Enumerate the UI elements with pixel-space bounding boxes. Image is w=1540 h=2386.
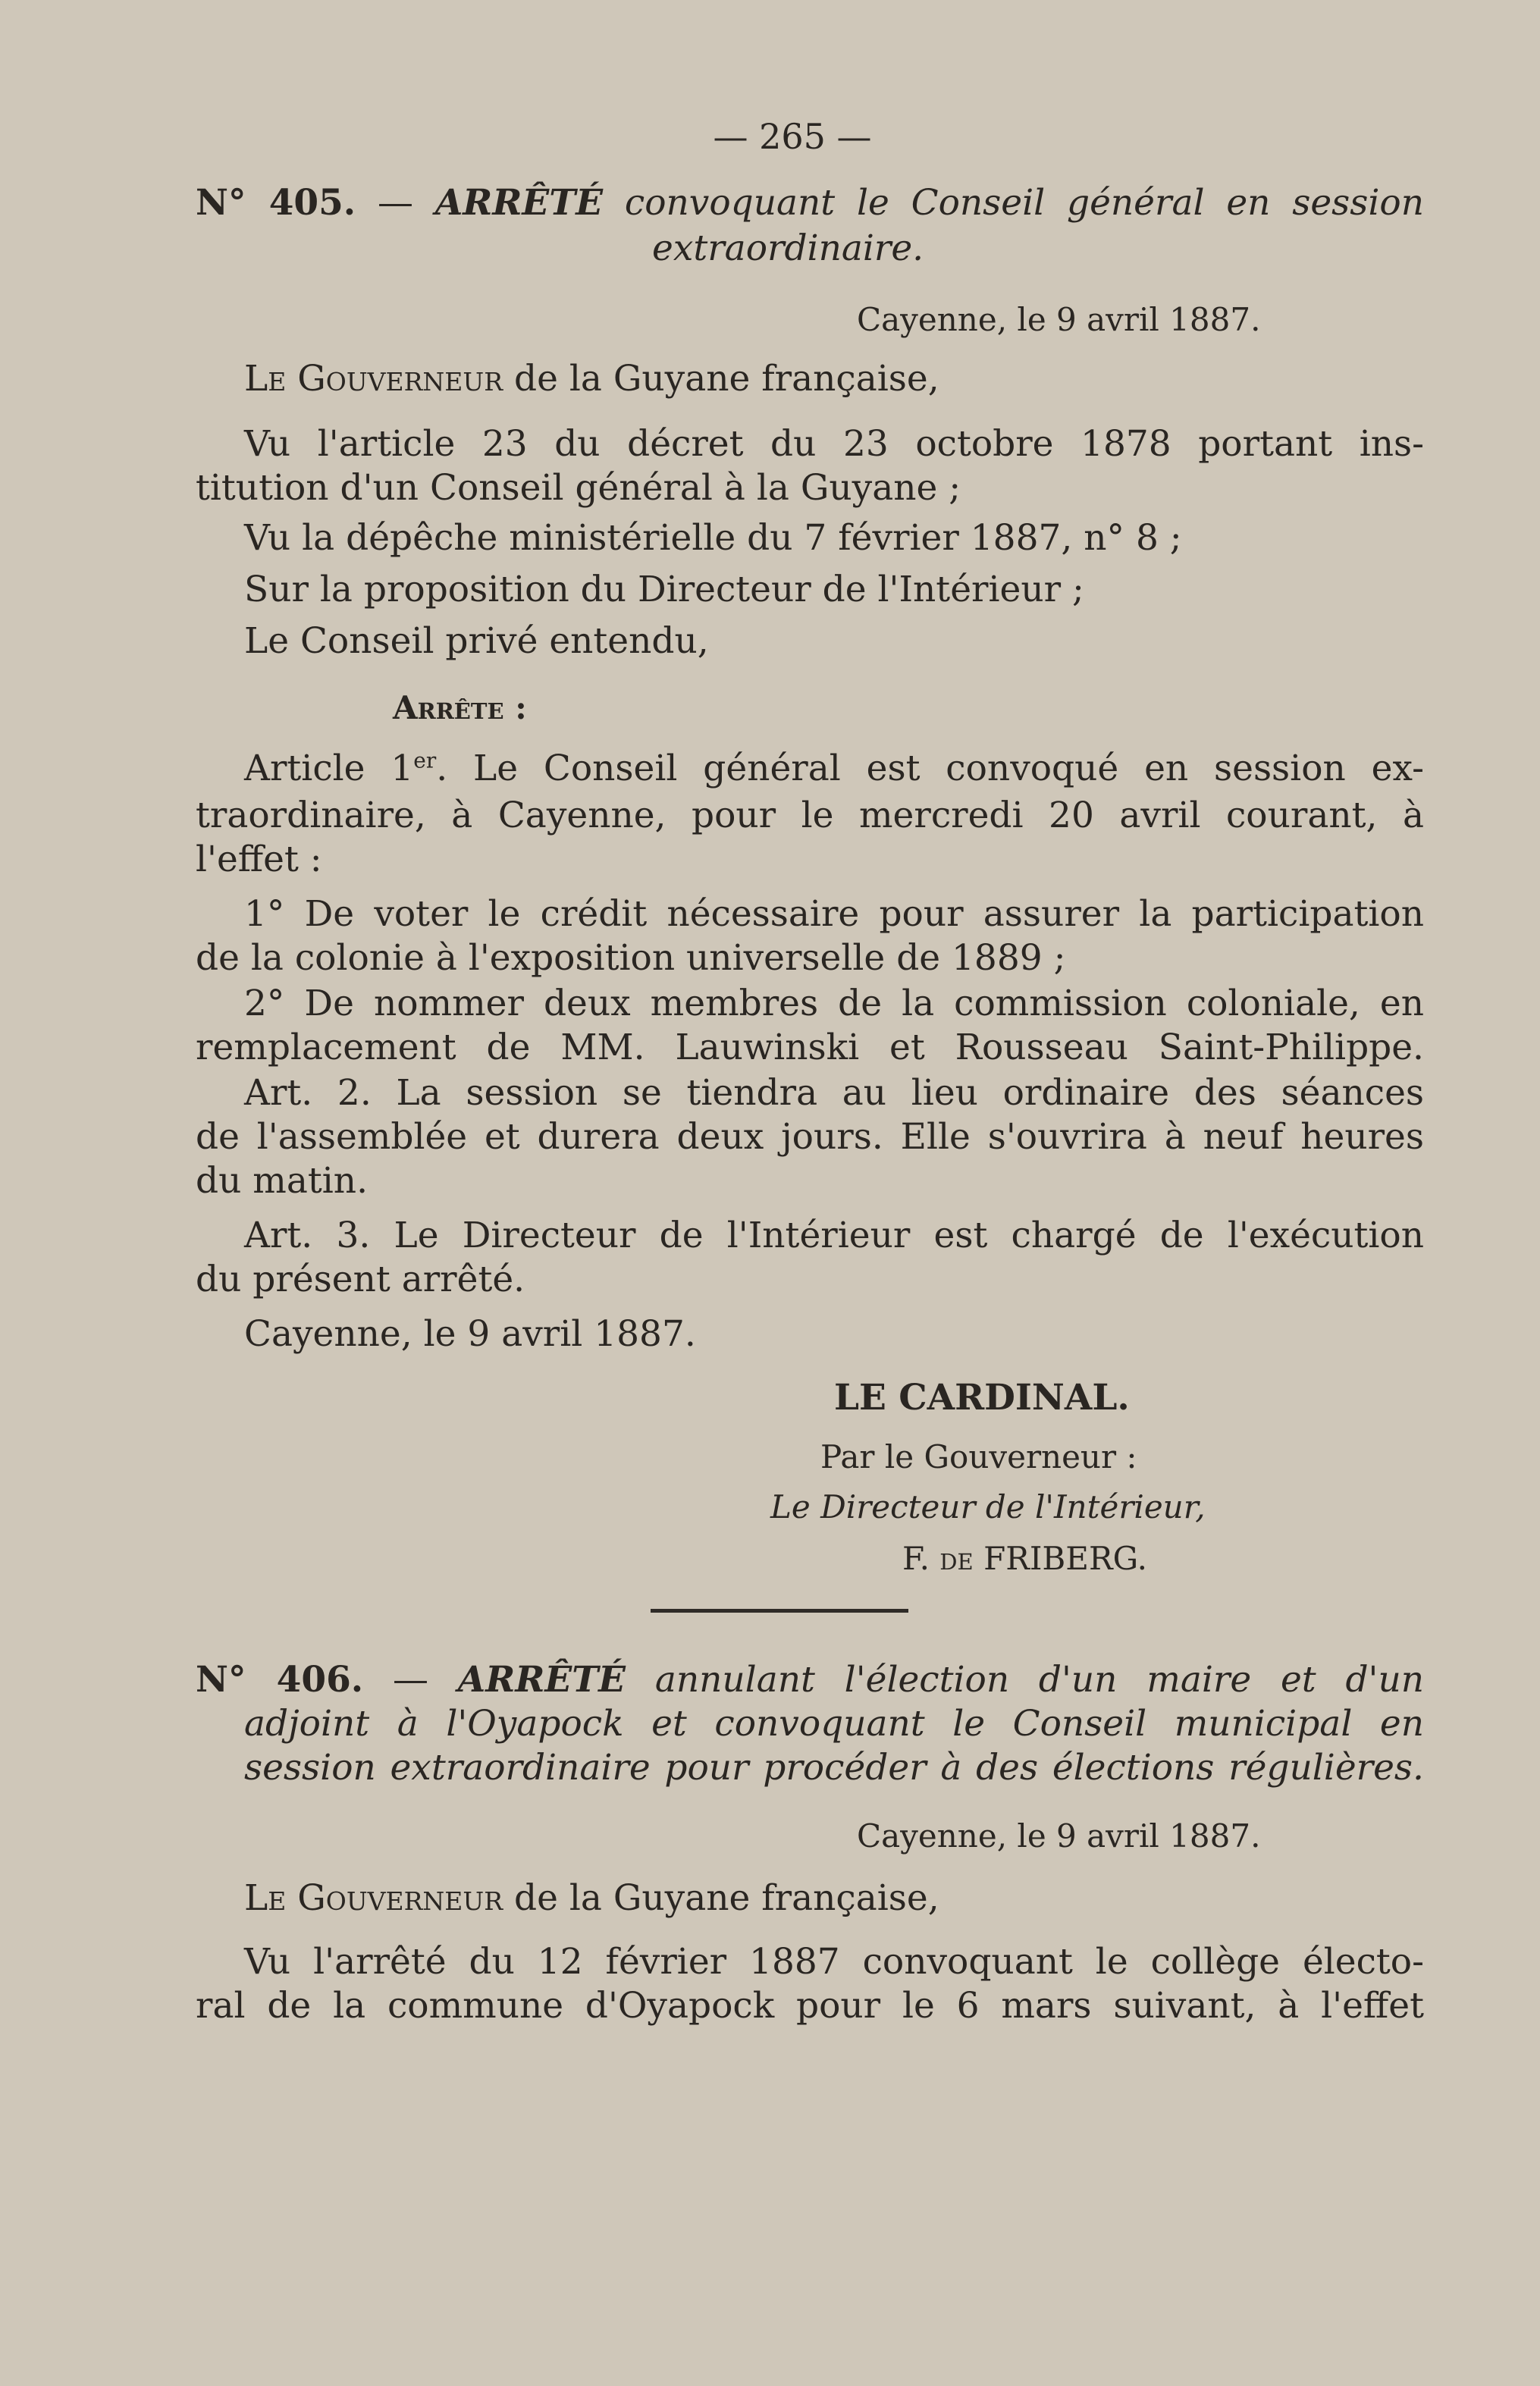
doc405-body-7: de l'assemblée et durera deux jours. Elle s'ouvrira à neuf heures [196,1116,1424,1158]
governor-rest: de la Guyane française, [514,358,939,400]
doc406-keyword: ARRÊTÉ [457,1659,626,1701]
page-number: — 265 — [713,116,872,157]
doc406-line-0: Vu l'arrêté du 12 février 1887 convoquant le collège électo- [244,1941,1424,1983]
doc405-body-9: Art. 3. Le Directeur de l'Intérieur est chargé de l'exécution [244,1215,1424,1256]
doc405-signature: LE CARDINAL. [834,1377,1130,1419]
doc405-par-gouverneur: Par le Gouverneur : [820,1438,1137,1475]
doc405-date: Cayenne, le 9 avril 1887. [857,301,1261,338]
doc406-title-line1 [196,1657,1424,1703]
doc405-title-line2: extraordinaire. [652,227,924,269]
doc405-body-0: traordinaire, à Cayenne, pour le mercredi 20 avril courant, à [196,795,1424,836]
doc406-title-line2: adjoint à l'Oyapock et convoquant le Conseil municipal en [244,1703,1424,1745]
title-dash: — [378,182,414,224]
article1-sup: er [413,748,437,773]
doc405-body-1: l'effet : [196,839,322,880]
governor-smallcaps: Le Gouverneur [244,1877,503,1919]
governor-smallcaps: Le Gouverneur [244,358,503,400]
doc405-line-2: Vu la dépêche ministérielle du 7 février 1887, n° 8 ; [244,517,1182,559]
section-divider [651,1609,908,1613]
doc406-title-line3: session extraordinaire pour procéder à des élections régulières. [244,1747,1424,1789]
doc405-line-1: titution d'un Conseil général à la Guyane ; [196,467,961,509]
doc406-governor [244,1876,939,1921]
doc405-line-4: Le Conseil privé entendu, [244,620,709,662]
doc405-body-10: du présent arrêté. [196,1259,525,1300]
doc405-signer: F. de FRIBERG. [902,1540,1147,1577]
doc405-arrete-heading: Arrête : [393,689,527,726]
doc405-body-3: de la colonie à l'exposition universelle de 1889 ; [196,937,1066,979]
doc406-date: Cayenne, le 9 avril 1887. [857,1817,1261,1855]
doc405-line-3: Sur la proposition du Directeur de l'Intérieur ; [244,569,1084,610]
governor-rest: de la Guyane française, [514,1877,939,1919]
doc405-article1 [244,746,1424,792]
doc405-title-text: convoquant le Conseil général en session [624,182,1424,224]
doc405-body-2: 1° De voter le crédit nécessaire pour assurer la participation [244,893,1424,935]
doc405-number: N° 405. [196,182,356,224]
doc406-number: N° 406. [196,1659,364,1701]
doc405-director: Le Directeur de l'Intérieur, [770,1488,1206,1525]
doc405-body-6: Art. 2. La session se tiendra au lieu ordinaire des séances [244,1072,1424,1114]
doc405-title-line1 [196,180,1424,226]
doc405-body-8: du matin. [196,1160,369,1202]
doc405-body-5: remplacement de MM. Lauwinski et Rousseau Saint-Philippe. [196,1027,1424,1068]
doc405-keyword: ARRÊTÉ [434,182,604,224]
doc406-title-text: annulant l'élection d'un maire et d'un [654,1659,1425,1701]
doc405-governor [244,356,939,402]
doc405-body-4: 2° De nommer deux membres de la commission coloniale, en [244,983,1424,1024]
doc406-line-1: ral de la commune d'Oyapock pour le 6 mars suivant, à l'effet [196,1985,1424,2027]
doc405-body-11: Cayenne, le 9 avril 1887. [244,1313,696,1355]
article1-text: . Le Conseil général est convoqué en session ex- [436,748,1425,789]
article1-label: Article 1 [244,748,414,789]
doc405-line-0: Vu l'article 23 du décret du 23 octobre 1878 portant ins- [244,423,1424,465]
title-dash: — [392,1659,428,1701]
